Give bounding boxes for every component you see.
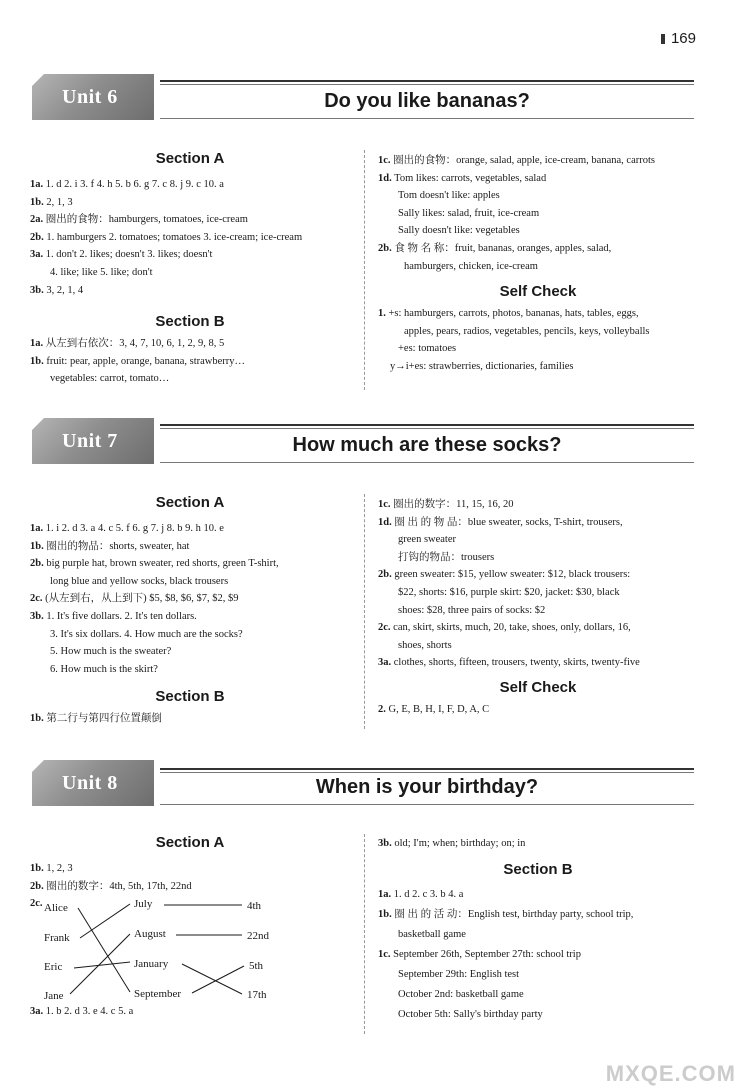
match-name-jane: Jane [44,990,64,1002]
answer-line: 1d. 圈 出 的 物 品：blue sweater, socks, T-shirt, trousers, [378,516,623,528]
answer-line: 1b. 第二行与第四行位置颠倒 [30,713,162,725]
unit-6-title: Do you like bananas? [324,90,530,112]
answer-line: 1a. 1. d 2. c 3. b 4. a [378,888,464,900]
match-name-alice: Alice [44,902,68,914]
match-month-august: August [134,928,166,940]
unit-8-rule-thin [160,772,694,773]
match-line [80,904,130,938]
match-name-eric: Eric [44,961,63,973]
match-line [78,908,130,992]
match-line [74,962,130,968]
unit-7-rule [160,424,694,426]
answer-line: 2b. big purple hat, brown sweater, red shorts, green T-shirt, [30,558,279,570]
answer-line: 1b. 圈出的物品：shorts, sweater, hat [30,540,190,552]
answer-line: 1b. fruit: pear, apple, orange, banana, strawberry… [30,355,246,367]
answer-line: October 5th: Sally's birthday party [398,1008,543,1020]
answer-line: 1a. 1. d 2. i 3. f 4. h 5. b 6. g 7. c 8. j 9. c 10. a [30,179,224,190]
answer-line: October 2nd: basketball game [398,988,524,1000]
unit-8-rule-bottom [160,804,694,805]
answer-line: 打钩的物品：trousers [398,551,495,563]
match-month-january: January [134,958,169,970]
unit-6-rule [160,80,694,82]
answer-line: 2c. (从左到右，从上到下) $5, $8, $6, $7, $2, $9 [30,593,239,605]
match-date-4th: 4th [247,900,262,912]
answer-line: 1a. 从左到右依次：3, 4, 7, 10, 6, 1, 2, 9, 8, 5 [30,338,225,350]
match-month-july: July [134,898,153,910]
answer-line: Sally doesn't like: vegetables [398,225,520,237]
answer-line: $22, shorts: $16, purple skirt: $20, jacket: $30, black [398,586,620,598]
unit-6-rule-bottom [160,118,694,119]
unit-6-divider [364,150,365,390]
unit-8-right-column [378,835,698,1025]
match-date-22nd: 22nd [247,930,269,942]
answer-line: 3b. old; I'm; when; birthday; on; in [378,838,526,849]
answer-line: 2. G, E, B, H, I, F, D, A, C [378,703,490,715]
answer-line: 1b. 圈 出 的 活 动：English test, birthday party, school trip, [378,908,634,920]
self-check-heading: Self Check [499,678,577,696]
page-number: 169 [661,30,696,47]
answer-line: 2c. can, skirt, skirts, much, 20, take, shoes, only, dollars, 16, [378,622,631,634]
answer-line: 3a. 1. b 2. d 3. e 4. c 5. a [30,1006,134,1017]
match-date-17th: 17th [247,989,267,1001]
answer-line: 1d. Tom likes: carrots, vegetables, salad [378,172,547,184]
answer-line: green sweater [398,534,457,546]
answer-line: 3b. 1. It's five dollars. 2. It's ten dollars. [30,610,197,622]
answer-line: hamburgers, chicken, ice-cream [404,260,538,272]
section-a-heading: Section A [155,834,225,851]
answer-line: basketball game [398,928,466,940]
answer-line: 6. How much is the skirt? [50,663,158,675]
unit-7-badge: Unit 7 [32,418,154,464]
unit-7-title: How much are these socks? [292,434,562,456]
answer-line: 1b. 2, 1, 3 [30,196,73,208]
answer-line: vegetables: carrot, tomato… [50,373,170,385]
match-date-5th: 5th [249,960,264,972]
answer-line: long blue and yellow socks, black trousers [50,575,229,587]
answer-line: y→i+es: strawberries, dictionaries, families [390,360,574,372]
answer-line: 2c. [30,898,43,910]
answer-line: 1c. 圈出的食物：orange, salad, apple, ice-cream, banana, carrots [378,155,655,166]
page-marker-icon [661,34,665,44]
answer-line: 2b. 圈出的数字：4th, 5th, 17th, 22nd [30,880,192,892]
unit-7-divider [364,494,365,729]
answer-line: 2b. 1. hamburgers 2. tomatoes; tomatoes 3. ice-cream; ice-cream [30,231,303,243]
match-name-frank: Frank [44,932,70,944]
unit-8-title: When is your birthday? [315,776,539,798]
answer-line: 5. How much is the sweater? [50,646,172,658]
self-check-heading: Self Check [499,283,577,301]
unit-7-rule-thin [160,428,694,429]
answer-line: 3a. clothes, shorts, fifteen, trousers, twenty, skirts, twenty-five [378,657,640,669]
section-b-heading: Section B [155,688,225,706]
answer-line: 1c. 圈出的数字：11, 15, 16, 20 [378,499,514,510]
unit-7-rule-bottom [160,462,694,463]
answer-line: 2b. green sweater: $15, yellow sweater: $12, black trousers: [378,569,631,581]
answer-line: 1b. 1, 2, 3 [30,863,73,874]
answer-line: shoes, shorts [398,639,452,651]
answer-line: apples, pears, radios, vegetables, pencils, keys, volleyballs [404,325,650,337]
answer-line: 4. like; like 5. like; don't [50,266,153,278]
answer-line: 2b. 食 物 名 称：fruit, bananas, oranges, apples, salad, [378,242,612,254]
unit-6-badge: Unit 6 [32,74,154,120]
answer-line: 1a. 1. i 2. d 3. a 4. c 5. f 6. g 7. j 8. b 9. h 10. e [30,523,224,534]
section-b-heading: Section B [503,860,573,878]
unit-8-badge: Unit 8 [32,760,154,806]
section-b-heading: Section B [155,313,225,331]
section-a-heading: Section A [155,150,225,167]
unit-6-right-column [378,152,698,376]
unit-6-left-column [30,150,350,388]
unit-8-left-bottom [30,1003,350,1021]
answer-line: Sally likes: salad, fruit, ice-cream [398,207,540,219]
match-line [182,964,242,994]
unit-8-divider [364,834,365,1034]
answer-line: 3a. 1. don't 2. likes; doesn't 3. likes; doesn't [30,249,213,261]
answer-line: 3b. 3, 2, 1, 4 [30,284,84,296]
answer-line: 1c. September 26th, September 27th: school trip [378,948,581,960]
match-line [192,966,244,993]
answer-line: Tom doesn't like: apples [398,190,500,202]
answer-line: 3. It's six dollars. 4. How much are the socks? [50,628,243,640]
section-a-heading: Section A [155,494,225,511]
answer-line: September 29th: English test [398,968,520,980]
unit-7-right-column [378,496,698,719]
answer-line: +es: tomatoes [398,343,457,355]
watermark: MXQE.COM [605,1061,736,1086]
answer-line: 1. +s: hamburgers, carrots, photos, bananas, hats, tables, eggs, [378,308,639,320]
unit-7-left-column [30,494,350,728]
match-month-september: September [134,988,182,1000]
matching-diagram [30,894,330,1006]
unit-8-rule [160,768,694,770]
answer-line: 2a. 圈出的食物：hamburgers, tomatoes, ice-cream [30,214,248,226]
unit-6-rule-thin [160,84,694,85]
answer-line: shoes: $28, three pairs of socks: $2 [398,604,546,616]
